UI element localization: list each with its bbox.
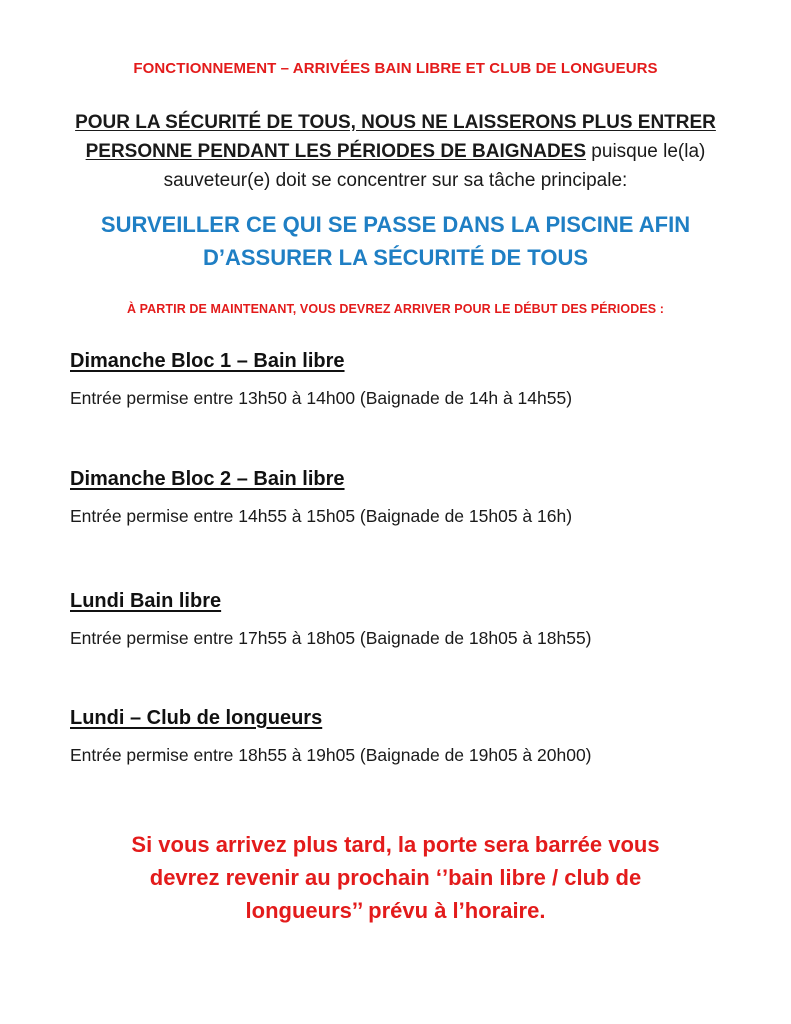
document-title: FONCTIONNEMENT – ARRIVÉES BAIN LIBRE ET CLUB DE LONGUEURS [133,60,658,77]
highlight-heading [40,208,751,274]
intro-paragraph [40,108,751,195]
intro-bold-line-2: PERSONNE PENDANT LES PÉRIODES DE BAIGNADES [85,141,587,162]
schedule-block-title: Lundi – Club de longueurs [70,707,323,729]
arrival-notice: À PARTIR DE MAINTENANT, VOUS DEVREZ ARRIVER POUR LE DÉBUT DES PÉRIODES : [126,302,665,316]
warning-line-1: Si vous arrivez plus tard, la porte sera barrée vous [131,832,660,857]
highlight-line-2: D’ASSURER LA SÉCURITÉ DE TOUS [202,245,589,270]
warning-line-3: longueurs’’ prévu à l’horaire. [245,898,546,923]
schedule-block [70,588,750,649]
schedule-block-text: Entrée permise entre 17h55 à 18h05 (Baignade de 18h05 à 18h55) [70,628,592,648]
late-arrival-warning [40,828,751,927]
schedule-block-text: Entrée permise entre 18h55 à 19h05 (Baignade de 19h05 à 20h00) [70,745,592,765]
intro-bold-line-1: POUR LA SÉCURITÉ DE TOUS, NOUS NE LAISSERONS PLUS ENTRER [75,112,716,133]
schedule-block-text: Entrée permise entre 14h55 à 15h05 (Baignade de 15h05 à 16h) [70,506,573,526]
schedule-block [70,466,750,527]
schedule-block-title: Dimanche Bloc 1 – Bain libre [70,350,345,372]
schedule-block-title: Dimanche Bloc 2 – Bain libre [70,468,345,490]
schedule-block [70,705,750,766]
schedule-block [70,348,750,409]
intro-line-3: sauveteur(e) doit se concentrer sur sa tâche principale: [163,170,628,191]
intro-line-1 [40,108,751,137]
schedule-block-title: Lundi Bain libre [70,590,222,612]
highlight-line-1: SURVEILLER CE QUI SE PASSE DANS LA PISCINE AFIN [100,212,691,237]
warning-line-2: devrez revenir au prochain ‘’bain libre / club de [149,865,642,890]
schedule-block-text: Entrée permise entre 13h50 à 14h00 (Baignade de 14h à 14h55) [70,388,573,408]
intro-line-2 [40,137,751,166]
intro-line-2-rest: puisque le(la) [586,141,706,162]
